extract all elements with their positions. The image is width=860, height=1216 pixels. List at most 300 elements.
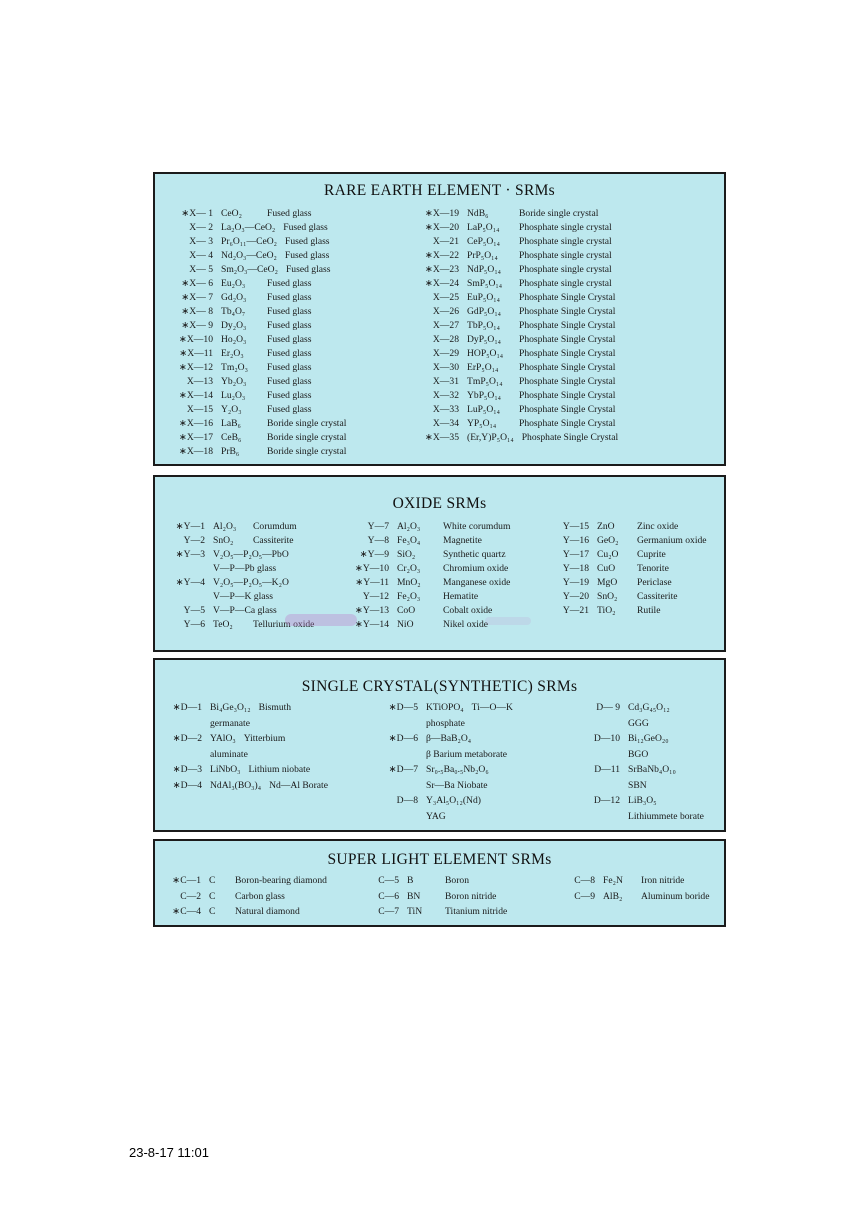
srm-formula: V—P—K glass — [213, 591, 273, 602]
srm-entry — [417, 263, 612, 277]
srm-entry — [417, 431, 618, 445]
srm-formula: SmP₅O₁₄ — [467, 278, 503, 289]
super-light-panel — [153, 839, 726, 927]
srm-name: Cobalt oxide — [443, 605, 493, 616]
srm-code: ∗Y—14 — [354, 619, 389, 630]
oxide-panel — [153, 475, 726, 652]
srm-entry — [385, 794, 489, 808]
srm-entry — [385, 748, 515, 762]
srm-name: Cassiterite — [637, 591, 678, 602]
srm-entry — [353, 590, 478, 604]
srm-formula: β Barium metaborate — [426, 748, 508, 760]
srm-formula: CeB₆ — [221, 432, 242, 443]
srm-formula: KTiOPO₄ — [426, 702, 464, 713]
srm-name: White corumdum — [443, 521, 511, 532]
srm-name: Fused glass — [267, 348, 312, 359]
srm-name: Lithium niobate — [248, 764, 311, 775]
srm-formula: Nd₂O₃—CeO₂ — [221, 250, 277, 261]
srm-name: Nikel oxide — [443, 619, 489, 630]
srm-entry — [567, 890, 709, 904]
srm-formula: Yb₂O₃ — [221, 376, 247, 387]
srm-name: Chromium oxide — [443, 563, 509, 574]
srm-code: ∗X—17 — [178, 432, 213, 443]
srm-formula: β—BaB₂O₄ — [426, 733, 472, 744]
srm-entry — [385, 779, 496, 793]
srm-entry — [169, 534, 294, 548]
srm-name: Corumdum — [253, 521, 297, 532]
srm-code: D—10 — [593, 733, 620, 744]
srm-code: C—6 — [378, 890, 399, 902]
srm-formula: YAG — [426, 810, 446, 822]
srm-code: X—33 — [432, 404, 459, 415]
srm-entry — [169, 305, 312, 319]
srm-code: X—29 — [432, 348, 459, 359]
srm-code: ∗D—4 — [172, 779, 202, 791]
srm-name: Boron nitride — [445, 890, 497, 902]
srm-entry — [169, 417, 346, 431]
srm-entry — [169, 520, 297, 534]
srm-formula: Tb₄O₇ — [221, 306, 246, 317]
srm-code: X— 2 — [189, 222, 213, 233]
srm-formula: Fe₂O₃ — [397, 591, 421, 602]
srm-name: Ti—O—K — [471, 702, 513, 713]
srm-formula: Lithiummete borate — [628, 810, 704, 822]
srm-name: Fused glass — [267, 376, 312, 387]
srm-code: ∗X— 8 — [181, 306, 213, 317]
srm-name: Magnetite — [443, 535, 482, 546]
srm-code: ∗X— 7 — [181, 292, 213, 303]
srm-code: X— 3 — [189, 236, 213, 247]
srm-entry — [169, 291, 312, 305]
srm-name: Phosphate Single Crystal — [519, 418, 616, 429]
srm-entry — [417, 347, 615, 361]
srm-name: Phosphate single crystal — [519, 264, 612, 275]
srm-formula: Bi₄Ge₃O₁₂ — [210, 702, 251, 713]
srm-code: ∗D—7 — [388, 764, 418, 775]
srm-formula: Fe₂N — [603, 875, 623, 886]
srm-name: Iron nitride — [641, 875, 685, 886]
srm-name: Boride single crystal — [267, 446, 347, 457]
srm-entry — [353, 604, 492, 618]
srm-code: X—25 — [432, 292, 459, 303]
srm-entry — [169, 779, 328, 793]
srm-entry — [169, 701, 291, 715]
srm-code: ∗D—2 — [172, 733, 202, 744]
srm-entry — [547, 534, 707, 548]
srm-entry — [417, 235, 612, 249]
srm-entry — [169, 207, 312, 221]
srm-formula: PrB₆ — [221, 446, 240, 457]
srm-name: Cassiterite — [253, 535, 294, 546]
srm-name: Phosphate Single Crystal — [521, 432, 619, 443]
srm-formula: TmP₅O₁₄ — [467, 376, 503, 387]
srm-formula: BN — [407, 890, 421, 902]
srm-code: C—7 — [378, 906, 399, 917]
srm-entry — [547, 590, 678, 604]
srm-code: X—32 — [432, 390, 459, 401]
srm-entry — [169, 717, 258, 731]
srm-code: Y—16 — [562, 535, 589, 546]
srm-formula: LiNbO₃ — [210, 764, 241, 775]
srm-code: ∗Y—1 — [175, 521, 205, 532]
srm-name: Phosphate single crystal — [519, 278, 612, 289]
srm-name: Phosphate Single Crystal — [519, 362, 616, 373]
srm-name: Tellurium oxide — [253, 619, 315, 630]
srm-code: ∗X—19 — [424, 208, 459, 219]
srm-entry — [169, 249, 329, 263]
srm-entry — [169, 389, 312, 403]
srm-formula: Cr₂O₃ — [397, 563, 421, 574]
srm-formula: TeO₂ — [213, 619, 233, 630]
srm-entry — [587, 810, 712, 824]
srm-code: Y—2 — [183, 535, 205, 546]
srm-formula: Cd₃G₄₅O₁₂ — [628, 702, 670, 713]
srm-code: ∗Y—13 — [354, 605, 389, 616]
srm-code: ∗Y—11 — [355, 577, 389, 588]
srm-formula: (Er,Y)P₅O₁₄ — [467, 432, 514, 443]
srm-formula: GGG — [628, 717, 649, 729]
srm-entry — [385, 810, 454, 824]
srm-entry — [169, 874, 327, 888]
srm-entry — [587, 779, 655, 793]
srm-entry — [169, 431, 346, 445]
srm-code: ∗X— 1 — [181, 208, 213, 219]
srm-formula: Tm₂O₃ — [221, 362, 248, 373]
srm-name: Phosphate Single Crystal — [519, 376, 616, 387]
srm-code: X—28 — [432, 334, 459, 345]
srm-entry — [169, 748, 256, 762]
srm-code: C—2 — [180, 890, 201, 902]
oxide-title: OXIDE SRMs — [392, 495, 487, 512]
srm-code: ∗X—18 — [178, 446, 213, 457]
srm-code: ∗D—6 — [388, 733, 418, 744]
srm-name: Fused glass — [267, 320, 312, 331]
srm-formula: ErP₅O₁₄ — [467, 362, 499, 373]
srm-entry — [547, 604, 660, 618]
srm-name: Fused glass — [284, 250, 330, 261]
srm-name: Phosphate Single Crystal — [519, 404, 616, 415]
srm-name: Phosphate Single Crystal — [519, 306, 616, 317]
srm-formula: ZnO — [597, 521, 615, 532]
srm-code: ∗X—24 — [424, 278, 459, 289]
srm-entry — [547, 520, 678, 534]
srm-formula: Al₂O₃ — [397, 521, 421, 532]
srm-formula: NiO — [397, 619, 414, 630]
srm-formula: NdAl₃(BO₃)₄ — [210, 779, 262, 791]
srm-formula: SBN — [628, 779, 647, 791]
srm-entry — [417, 319, 615, 333]
srm-entry — [547, 562, 669, 576]
srm-entry — [169, 445, 346, 459]
srm-entry — [169, 403, 312, 417]
srm-code: X—13 — [186, 376, 213, 387]
srm-code: Y—15 — [562, 521, 589, 532]
srm-entry — [385, 732, 479, 746]
srm-name: Periclase — [637, 577, 672, 588]
srm-entry — [169, 576, 297, 590]
srm-name: Fused glass — [267, 208, 312, 219]
srm-code: Y—18 — [562, 563, 589, 574]
srm-code: C—8 — [574, 875, 595, 886]
srm-name: Boride single crystal — [267, 432, 347, 443]
srm-formula: Gd₂O₃ — [221, 292, 247, 303]
srm-entry — [567, 874, 684, 888]
srm-entry — [169, 590, 281, 604]
srm-formula: V—P—Ca glass — [213, 605, 277, 616]
srm-entry — [169, 763, 310, 777]
srm-formula: TbP₅O₁₄ — [467, 320, 500, 331]
srm-entry — [587, 763, 684, 777]
srm-formula: Eu₂O₃ — [221, 278, 246, 289]
srm-code: Y—21 — [562, 605, 589, 616]
srm-formula: Sr—Ba Niobate — [426, 779, 488, 791]
srm-formula: NdB₆ — [467, 208, 489, 219]
srm-formula: Cu₂O — [597, 549, 619, 560]
srm-code: ∗Y—4 — [175, 577, 205, 588]
srm-entry — [417, 389, 615, 403]
srm-entry — [353, 576, 510, 590]
srm-entry — [169, 604, 285, 618]
srm-formula: Y₂O₃ — [221, 404, 242, 415]
srm-name: Cuprite — [637, 549, 666, 560]
srm-entry — [169, 277, 312, 291]
srm-code: C—5 — [378, 875, 399, 886]
srm-name: Nd—Al Borate — [269, 779, 328, 791]
srm-formula: C — [209, 875, 216, 886]
srm-entry — [385, 701, 513, 715]
srm-entry — [169, 890, 285, 904]
srm-formula: GeO₂ — [597, 535, 619, 546]
srm-entry — [371, 874, 469, 888]
srm-name: Fused glass — [267, 390, 312, 401]
srm-code: ∗X—11 — [179, 348, 213, 359]
srm-formula: germanate — [210, 717, 250, 729]
srm-entry — [385, 717, 473, 731]
srm-entry — [169, 347, 312, 361]
srm-formula: SnO₂ — [597, 591, 618, 602]
srm-formula: Sm₂O₃—CeO₂ — [221, 264, 278, 275]
srm-code: X—26 — [432, 306, 459, 317]
srm-entry — [417, 333, 615, 347]
srm-formula: MgO — [597, 577, 618, 588]
srm-name: Synthetic quartz — [443, 549, 506, 560]
srm-name: Phosphate Single Crystal — [519, 390, 616, 401]
srm-code: ∗Y—9 — [359, 549, 389, 560]
srm-code: ∗C—4 — [172, 906, 201, 917]
srm-code: ∗X—14 — [178, 390, 213, 401]
srm-formula: PrP₅O₁₄ — [467, 250, 498, 261]
srm-entry — [385, 763, 497, 777]
srm-name: Phosphate Single Crystal — [519, 292, 616, 303]
srm-code: Y—12 — [362, 591, 389, 602]
srm-code: ∗D—3 — [172, 764, 202, 775]
srm-entry — [169, 548, 297, 562]
srm-formula: HOP₅O₁₄ — [467, 348, 504, 359]
srm-formula: Sr₀.₅Ba₀.₅Nb₂O₆ — [426, 764, 489, 775]
srm-code: ∗X— 6 — [181, 278, 213, 289]
srm-formula: LaP₅O₁₄ — [467, 222, 500, 233]
srm-name: Titanium nitride — [445, 906, 508, 917]
srm-code: D— 9 — [596, 702, 620, 713]
srm-entry — [417, 403, 615, 417]
rare-earth-panel — [153, 172, 726, 466]
srm-name: Rutile — [637, 605, 661, 616]
srm-formula: Er₂O₃ — [221, 348, 244, 359]
srm-formula: V—P—Pb glass — [213, 563, 277, 574]
srm-name: Hematite — [443, 591, 479, 602]
srm-entry — [169, 319, 312, 333]
srm-formula: Bi₁₂GeO₂₀ — [628, 733, 669, 744]
srm-code: X— 5 — [189, 264, 213, 275]
srm-code: ∗D—1 — [172, 702, 202, 713]
srm-name: Phosphate Single Crystal — [519, 348, 616, 359]
srm-entry — [169, 732, 285, 746]
srm-formula: SiO₂ — [397, 549, 416, 560]
srm-code: X—34 — [432, 418, 459, 429]
srm-entry — [417, 291, 615, 305]
srm-formula: GdP₅O₁₄ — [467, 306, 502, 317]
srm-code: X—27 — [432, 320, 459, 331]
srm-name: Phosphate single crystal — [519, 236, 612, 247]
srm-entry — [417, 221, 612, 235]
srm-name: Fused glass — [267, 278, 312, 289]
srm-entry — [353, 618, 488, 632]
srm-name: Fused glass — [267, 334, 312, 345]
srm-code: ∗X—16 — [178, 418, 213, 429]
srm-formula: DyP₅O₁₄ — [467, 334, 502, 345]
srm-entry — [587, 717, 657, 731]
srm-formula: Lu₂O₃ — [221, 390, 246, 401]
srm-formula: C — [209, 890, 216, 902]
srm-entry — [587, 794, 665, 808]
srm-code: X—30 — [432, 362, 459, 373]
srm-formula: TiN — [407, 906, 423, 917]
srm-name: Phosphate Single Crystal — [519, 320, 616, 331]
srm-entry — [169, 375, 312, 389]
srm-code: ∗D—5 — [388, 702, 418, 713]
srm-code: Y—6 — [183, 619, 205, 630]
srm-code: Y—8 — [367, 535, 389, 546]
srm-name: Aluminum boride — [641, 890, 710, 902]
rare-earth-title: RARE EARTH ELEMENT · SRMs — [323, 182, 556, 199]
srm-formula: Al₂O₃ — [213, 521, 237, 532]
srm-code: Y—20 — [562, 591, 589, 602]
srm-formula: Fe₃O₄ — [397, 535, 421, 546]
srm-name: Germanium oxide — [637, 535, 707, 546]
single-crystal-title: SINGLE CRYSTAL(SYNTHETIC) SRMs — [301, 678, 578, 695]
srm-code: ∗Y—10 — [354, 563, 389, 574]
srm-code: Y—17 — [562, 549, 589, 560]
ink-stain — [285, 614, 357, 626]
srm-name: Carbon glass — [235, 890, 285, 902]
srm-formula: La₂O₃—CeO₂ — [221, 222, 276, 233]
srm-formula: C — [209, 906, 216, 917]
srm-formula: Pr₆O₁₁—CeO₂ — [221, 236, 278, 247]
srm-name: Boride single crystal — [267, 418, 347, 429]
srm-code: Y—7 — [367, 521, 389, 532]
srm-code: D—11 — [594, 764, 620, 775]
srm-entry — [417, 305, 615, 319]
srm-name: Boron-bearing diamond — [235, 875, 327, 886]
srm-formula: BGO — [628, 748, 649, 760]
srm-code: ∗X—35 — [424, 432, 459, 443]
srm-name: Fused glass — [267, 404, 312, 415]
srm-entry — [547, 548, 666, 562]
print-timestamp: 23-8-17 11:01 — [129, 1145, 209, 1160]
srm-formula: Ho₂O₃ — [221, 334, 247, 345]
srm-entry — [417, 361, 615, 375]
srm-entry — [169, 361, 312, 375]
srm-name: Fused glass — [285, 236, 330, 247]
srm-name: Fused glass — [267, 306, 312, 317]
srm-formula: YbP₅O₁₄ — [467, 390, 502, 401]
srm-entry — [371, 890, 496, 904]
srm-entry — [417, 417, 615, 431]
srm-entry — [587, 701, 678, 715]
srm-entry — [169, 235, 330, 249]
srm-name: Tenorite — [637, 563, 669, 574]
srm-formula: LiB₃O₅ — [628, 795, 657, 806]
srm-formula: V₂O₅—P₂O₅—PbO — [213, 549, 289, 560]
srm-formula: B — [407, 875, 414, 886]
srm-formula: YAlO₃ — [210, 733, 236, 744]
srm-formula: CoO — [397, 605, 416, 616]
srm-name: Fused glass — [267, 292, 312, 303]
srm-formula: V₂O₅—P₂O₅—K₂O — [213, 577, 289, 588]
srm-code: ∗X—23 — [424, 264, 459, 275]
single-crystal-panel — [153, 658, 726, 832]
srm-name: Manganese oxide — [443, 577, 511, 588]
srm-entry — [353, 534, 482, 548]
srm-entry — [371, 905, 507, 919]
srm-entry — [353, 548, 506, 562]
srm-entry — [353, 520, 510, 534]
srm-code: C—9 — [574, 890, 595, 902]
srm-entry — [417, 375, 615, 389]
srm-code: ∗C—1 — [172, 875, 201, 886]
super-light-title: SUPER LIGHT ELEMENT SRMs — [327, 851, 552, 868]
srm-code: X— 4 — [189, 250, 213, 261]
srm-entry — [169, 221, 328, 235]
srm-code: D—8 — [396, 795, 418, 806]
srm-code: D—12 — [593, 795, 620, 806]
srm-name: Boron — [445, 875, 469, 886]
srm-name: Fused glass — [285, 264, 331, 275]
srm-formula: SnO₂ — [213, 535, 234, 546]
srm-code: X—31 — [432, 376, 459, 387]
srm-name: Fused glass — [283, 222, 328, 233]
srm-name: Bismuth — [258, 702, 292, 713]
srm-code: ∗X—12 — [178, 362, 213, 373]
srm-formula: TiO₂ — [597, 605, 616, 616]
srm-name: Phosphate single crystal — [519, 250, 612, 261]
srm-formula: phosphate — [426, 717, 465, 729]
srm-entry — [169, 263, 330, 277]
srm-entry — [587, 732, 677, 746]
srm-name: Phosphate Single Crystal — [519, 334, 616, 345]
srm-formula: EuP₅O₁₄ — [467, 292, 500, 303]
srm-entry — [417, 277, 612, 291]
srm-formula: NdP₅O₁₄ — [467, 264, 502, 275]
srm-code: ∗X— 9 — [181, 320, 213, 331]
srm-formula: Dy₂O₃ — [221, 320, 247, 331]
srm-name: Fused glass — [267, 362, 312, 373]
srm-code: ∗X—22 — [424, 250, 459, 261]
srm-entry — [169, 562, 284, 576]
srm-entry — [353, 562, 508, 576]
srm-code: Y—19 — [562, 577, 589, 588]
srm-formula: SrBaNb₄O₁₀ — [628, 764, 676, 775]
